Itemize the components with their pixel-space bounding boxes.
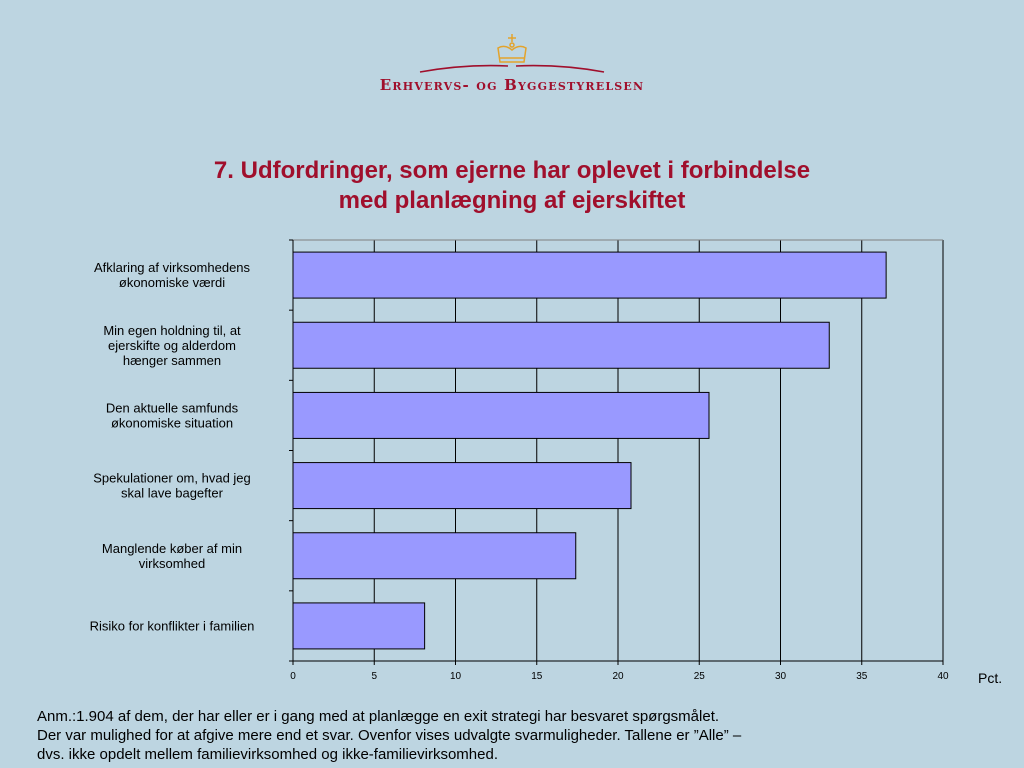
chart-title-line-1: 7. Udfordringer, som ejerne har oplevet i forbindelse xyxy=(213,157,811,184)
category-label-1-1: ejerskifte og alderdom xyxy=(108,337,236,353)
tick-label-x-15: 15 xyxy=(531,671,543,682)
x-axis-unit-label: Pct. xyxy=(978,670,1003,686)
bar-2 xyxy=(293,392,709,438)
tick-label-x-40: 40 xyxy=(937,671,949,682)
category-label-1-2: hænger sammen xyxy=(122,352,222,368)
tick-label-x-10: 10 xyxy=(449,671,462,682)
org-name: Erhvervs- og Byggestyrelsen xyxy=(379,76,645,94)
bar-0 xyxy=(293,252,886,298)
tick-label-x-25: 25 xyxy=(693,671,705,682)
category-label-2-0: Den aktuelle samfunds xyxy=(105,400,239,416)
bar-4 xyxy=(293,533,576,579)
category-label-3-1: skal lave bagefter xyxy=(121,485,223,501)
footnote xyxy=(37,707,997,764)
category-label-0-1: økonomiske værdi xyxy=(118,275,226,291)
category-label-3-0: Spekulationer om, hvad jeg xyxy=(93,470,251,486)
footnote-line-1: Anm.:1.904 af dem, der har eller er i gang med at planlægge en exit strategi har besvaret spørgsmålet. xyxy=(37,708,720,725)
tick-label-x-20: 20 xyxy=(612,671,624,682)
tick-label-x-0: 0 xyxy=(290,671,296,682)
tick-label-x-35: 35 xyxy=(856,671,868,682)
category-label-1-0: Min egen holdning til, at xyxy=(103,322,241,338)
category-label-0-0: Afklaring af virksomhedens xyxy=(93,260,251,276)
bar-1 xyxy=(293,322,829,368)
tick-label-x-30: 30 xyxy=(774,671,787,682)
category-label-2-1: økonomiske situation xyxy=(110,415,234,431)
footnote-line-2: Der var mulighed for at afgive mere end et svar. Ovenfor vises udvalgte svarmuligheder. Tallene er ”Alle” – xyxy=(37,727,742,744)
tick-label-x-5: 5 xyxy=(371,671,378,682)
category-label-5-0: Risiko for konflikter i familien xyxy=(89,618,255,634)
bar-3 xyxy=(293,463,631,509)
chart-title-line-2: med planlægning af ejerskiftet xyxy=(338,187,686,214)
category-label-4-1: virksomhed xyxy=(138,555,206,571)
category-label-4-0: Manglende køber af min xyxy=(101,540,243,556)
footnote-line-3: dvs. ikke opdelt mellem familievirksomhed og ikke-familievirksomhed. xyxy=(37,746,498,763)
bar-5 xyxy=(293,603,425,649)
